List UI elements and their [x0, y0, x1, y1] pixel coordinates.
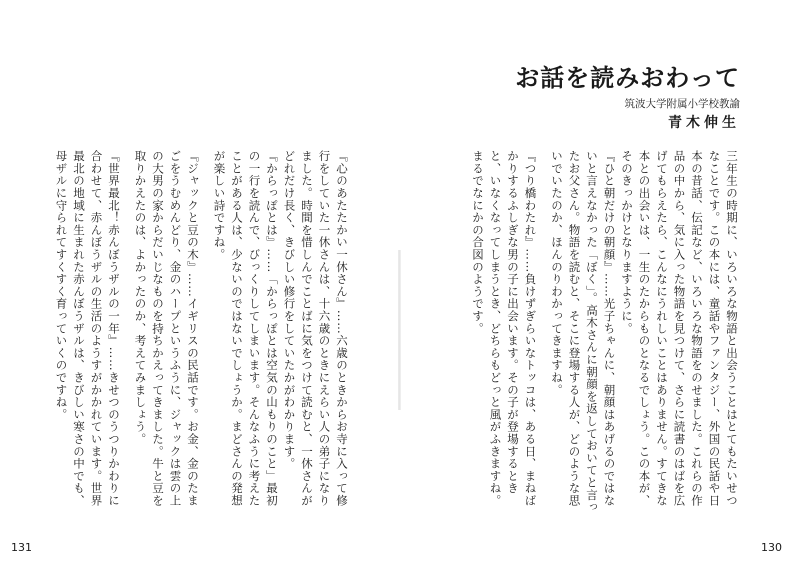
page-number-left: 131: [11, 541, 32, 554]
paragraph-intro: 三年生の時期に、いろいろな物語と出会うことはとてもたいせつなことです。この本には、童話やファンタジー、外国の民話や日本の昔話、伝記など、いろいろな物語をのせました。これらの作品の中から、気に入った物語を見つけて、さらに読書のはばを広げてもらえたら、こんなにうれしいことはありません。すてきな本との出会いは、一生のたからものとなるでしょう。この本が、そのきっかけとなりますように。: [620, 150, 739, 507]
author-name: 青木伸生: [668, 115, 740, 131]
paragraph-monkey: 『世界最北！赤んぼうザルの一年』……きせつのうつりかわりに合わせて、赤んぼうザルの生活のようすがかかれています。世界最北の地域に生まれた赤んぼうザルは、きびしい寒さの中でも、母ザルに守られてすくすく育っていくのですね。: [54, 150, 121, 507]
paragraph-karappo: 『からっぽとは』……「からっぽとは空気の山もりのこと」最初の一行を読んで、びっくりしてしまいます。そんなふうに考えたことがある人は、少ないのではないでしょうか。まどさんの発想が楽しい詩ですね。: [212, 150, 279, 507]
right-page: [400, 0, 800, 571]
paragraph-asagao: 『ひと朝だけの朝顔』……光子ちゃんに、朝顔はあげるのではないと言えなかった「ぼく」。高木さんに朝顔を返しておいてと言ったお父さん。物語を読むと、そこに登場する人が、どのような思いでいたのか、ほんのりわかってきますね。: [550, 150, 617, 514]
paragraph-ikkyu: 『心のあたたかい一休さん』……六歳のときからお寺に入って修行をしていた一休さんは、十六歳のときにえらい人の弟子になりました。時間を惜しんでことばに気をつけて読むと、一休さんがどれだけ長く、きびしい修行をしていたかがわかります。: [282, 150, 349, 507]
right-body-text: [428, 150, 740, 515]
page-title: お話を読みおわって: [515, 64, 740, 92]
left-body-text: [5, 150, 350, 515]
paragraph-tsuribashi: 『つり橋わたれ』……負けずぎらいなトッコは、ある日、まねばかりするふしぎな男の子に出会います。その子が登場するときと、いなくなってしまうとき、どちらもどっと風がふきますね。まるでなにかの合図のようです。: [471, 150, 538, 507]
page-number-right: 130: [761, 541, 782, 554]
author-affiliation: 筑波大学附属小学校教諭: [624, 98, 740, 110]
paragraph-jack: 『ジャックと豆の木』……イギリスの民話です。お金、金のたまごをうむめんどり、金のハープというふうに、ジャックは雲の上の大男の家からだいじなものを持ちかえってきました。牛と豆を取りかえたのは、よかったのか、考えてみましょう。: [133, 150, 200, 507]
